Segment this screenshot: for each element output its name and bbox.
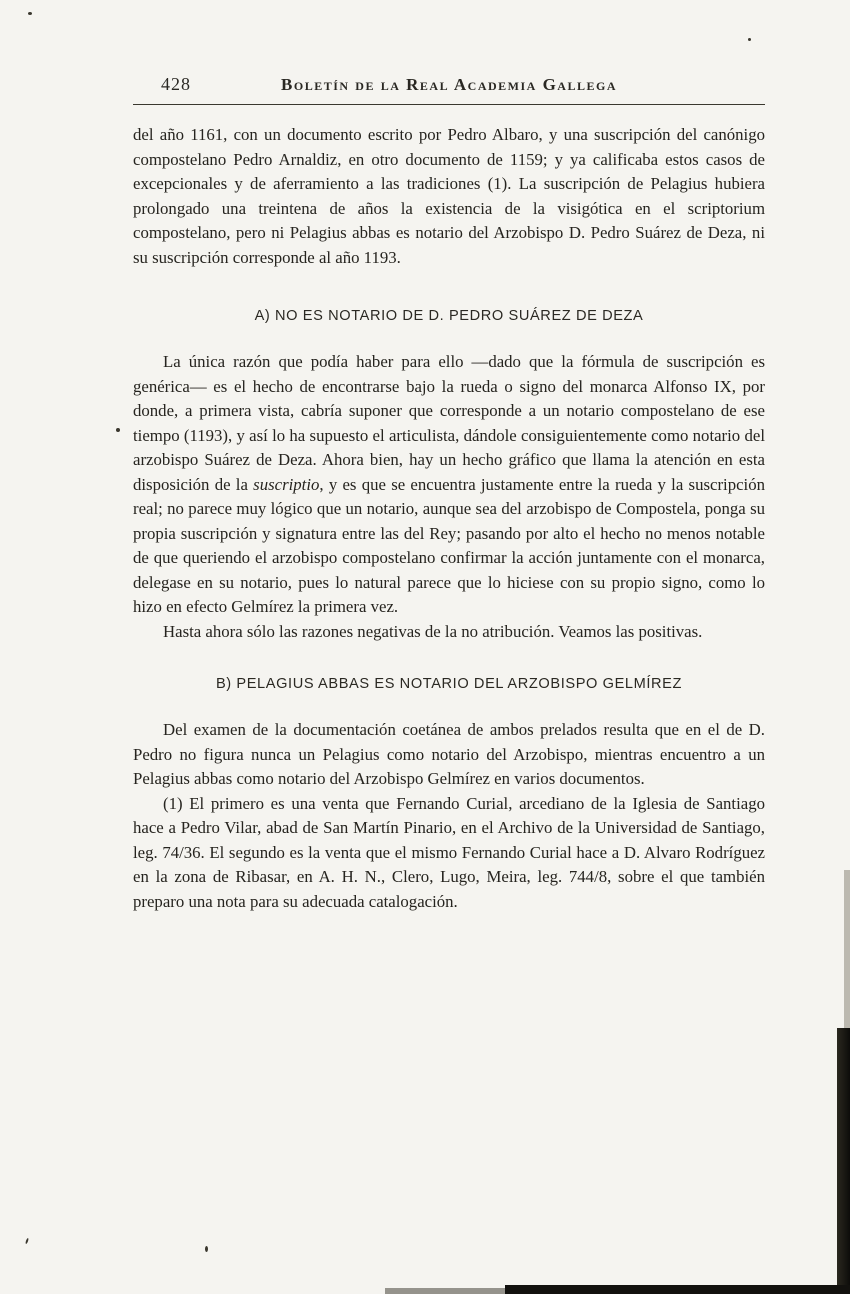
footnote-1: (1) El primero es una venta que Fernando Curial, arcediano de la Iglesia de Santiago hace a Pedro Vilar, abad de San Martín Pinario, en el Archivo de la Universidad de Santiago, leg. 74/36. El segundo es la venta que el mismo Fernando Curial hace a D. Alvaro Rodríguez en la zona de Ribasar, en A. H. N., Clero, Lugo, Meira, leg. 744/8, sobre el que también preparo una nota para su adecuada catalogación. <box>133 793 765 911</box>
scan-speck <box>205 1246 208 1252</box>
page-number: 428 <box>161 74 191 94</box>
paragraph-conclusion: Del examen de la documentación coetánea de ambos prelados resulta que en el de D. Pedro no figura nunca un Pelagius como notario del Arzobispo, mientras encuentro a un Pelagius abbas como notario del Arzobispo Gelmírez en varios documentos. <box>133 720 765 788</box>
scan-artifact-right-fade <box>844 870 850 1030</box>
paragraph-argument-text-before: La única razón que podía haber para ello —dado que la fórmula de suscripción es genérica— es el hecho de encontrarse bajo la rueda o signo del monarca Alfonso IX, por donde, a primera vista, cabría suponer que corresponde a un notario compostelano de ese tiempo (1193), y así lo ha supuesto el articulista, dándole consiguientemente como notario del arzobispo Suárez de Deza. Ahora bien, hay un hecho gráfico que llama la atención en esta disposición de la <box>133 352 765 494</box>
section-heading-a: A) NO ES NOTARIO DE D. PEDRO SUÁREZ DE DEZA <box>254 308 644 324</box>
scan-speck <box>748 38 751 41</box>
scan-artifact-right-bar <box>837 1028 850 1294</box>
scan-artifact-bottom-fade <box>385 1288 507 1294</box>
section-heading-b: B) PELAGIUS ABBAS ES NOTARIO DEL ARZOBISPO GELMÍREZ <box>215 676 683 692</box>
journal-title: Boletín de la Real Academia Gallega <box>281 75 617 94</box>
page-header <box>133 74 765 100</box>
scan-artifact-bottom-bar <box>505 1285 850 1294</box>
header-rule <box>133 104 765 105</box>
paragraph-continuation: del año 1161, con un documento escrito por Pedro Albaro, y una suscripción del canónigo compostelano Pedro Arnaldiz, en otro documento de 1159; y ya calificaba estos casos de excepcionales y de aferramiento a las tradiciones (1). La suscripción de Pelagius hubiera prolongado una treintena de años la existencia de la visigótica en el scriptorium compostelano, pero ni Pelagius abbas es notario del Arzobispo D. Pedro Suárez de Deza, ni su suscripción corresponde al año 1193. <box>133 125 765 267</box>
scan-speck <box>28 12 32 15</box>
paragraph-argument <box>133 350 765 620</box>
scan-speck <box>116 428 120 432</box>
scan-speck <box>25 1238 29 1244</box>
paragraph-argument-text-after: , y es que se encuentra justamente entre la rueda y la suscripción real; no parece muy lógico que un notario, aunque sea del arzobispo de Compostela, ponga su propia suscripción y signatura entre las del Rey; pasando por alto el hecho no menos notable de que queriendo el arzobispo compostelano confirmar la acción juntamente con el monarca, delegase en su notario, pues lo natural parece que lo hiciese con su propio signo, como lo hizo en efecto Gelmírez la primera vez. <box>133 474 765 616</box>
paragraph-transition: Hasta ahora sólo las razones negativas de la no atribución. Veamos las positivas. <box>163 621 703 641</box>
latin-term-suscriptio: suscriptio <box>253 474 320 494</box>
body-text <box>133 123 765 914</box>
text-column <box>133 74 765 914</box>
